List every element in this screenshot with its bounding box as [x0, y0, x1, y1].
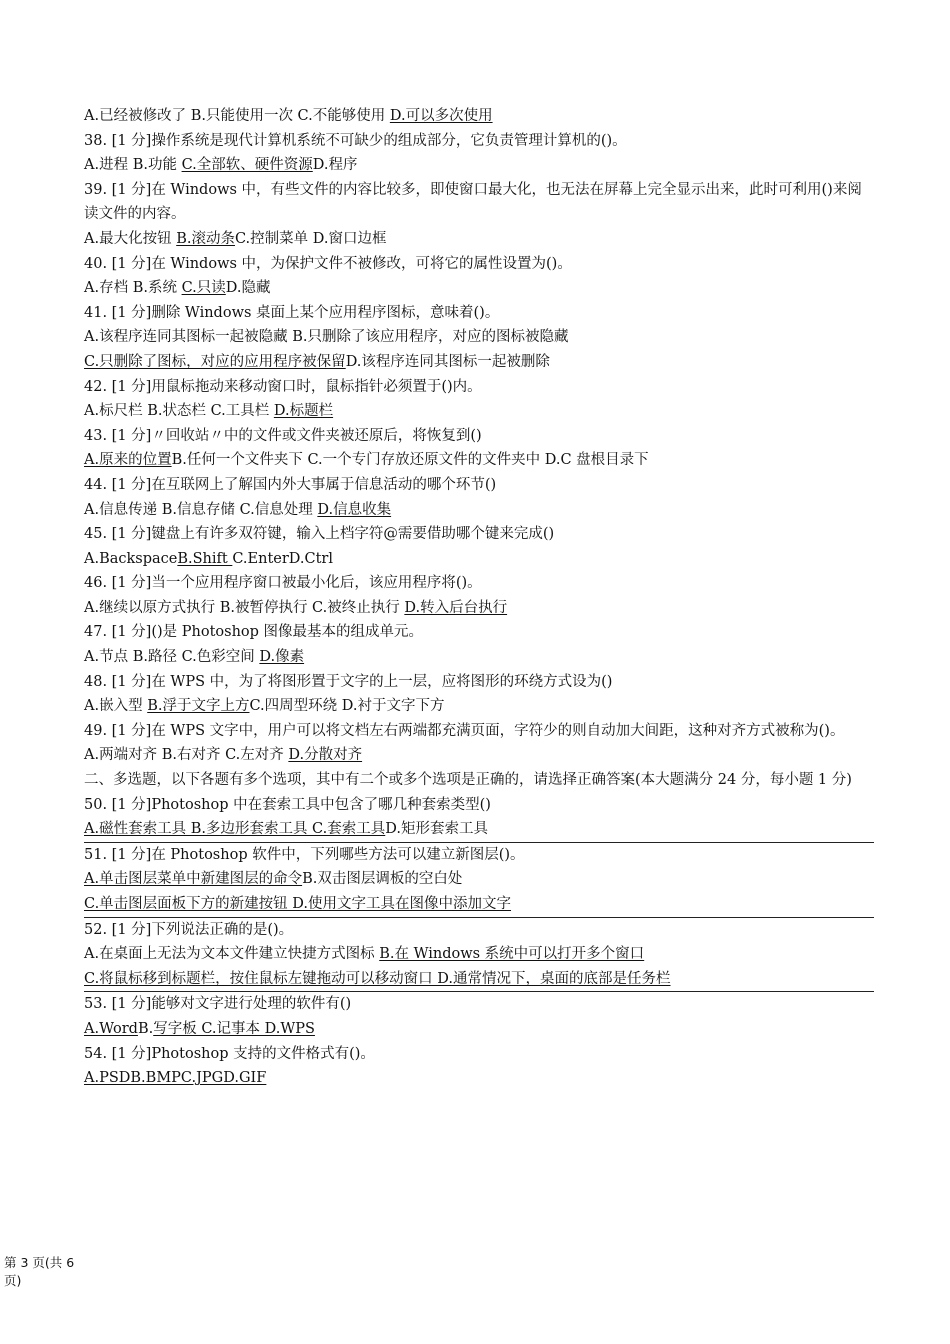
answer-text: D.标题栏: [273, 403, 334, 420]
text-line: [84, 252, 874, 277]
text-line: [84, 178, 874, 227]
line-text: 38. [1 分]操作系统是现代计算机系统不可缺少的组成部分，它负责管理计算机的()。: [84, 132, 627, 149]
text-line: [84, 227, 874, 252]
answer-text: D.信息收集: [317, 501, 392, 518]
line-text: C.EnterD.Ctrl: [232, 550, 334, 567]
text-line: [84, 817, 874, 843]
text-line: [84, 153, 874, 178]
line-text: 46. [1 分]当一个应用程序窗口被最小化后，该应用程序将()。: [84, 575, 482, 592]
text-line: [84, 424, 874, 449]
answer-text: B.在 Windows 系统中可以打开多个窗口: [379, 946, 645, 963]
answer-text: A.单击图层菜单中新建图层的命令: [84, 871, 303, 888]
line-text: B.任何一个文件夹下 C.一个专门存放还原文件的文件夹中 D.C 盘根目录下: [171, 452, 649, 469]
text-line: [84, 571, 874, 596]
line-text: 二、多选题，以下各题有多个选项，其中有二个或多个选项是正确的，请选择正确答案(本大题满分 24 分，每小题 1 分): [84, 772, 852, 789]
text-line: [84, 645, 874, 670]
answer-text: 写字板 C.记事本 D.WPS: [153, 1020, 315, 1037]
text-line: [84, 918, 874, 943]
answer-text: A.原来的位置: [84, 452, 172, 469]
text-line: [84, 719, 874, 744]
text-line: [84, 942, 874, 967]
text-line: [84, 498, 874, 523]
text-line: [84, 522, 874, 547]
text-line: [84, 892, 874, 918]
text-line: [84, 276, 874, 301]
line-text: B.双击图层调板的空白处: [302, 871, 463, 888]
text-line: [84, 448, 874, 473]
line-text: C.控制菜单 D.窗口边框: [234, 230, 387, 247]
text-line: [84, 129, 874, 154]
text-line: [84, 104, 874, 129]
answer-text: C.单击图层面板下方的新建按钮 D.使用文字工具在图像中添加文字: [84, 896, 512, 912]
line-text: A.继续以原方式执行 B.被暂停执行 C.被终止执行: [84, 599, 405, 616]
text-line: [84, 473, 874, 498]
line-text: A.已经被修改了 B.只能使用一次 C.不能够使用: [84, 108, 390, 124]
text-line: [84, 694, 874, 719]
answer-text: A.Word: [84, 1020, 138, 1037]
line-text: A.进程 B.功能: [84, 157, 182, 174]
answer-text: B.滚动条: [176, 230, 235, 247]
line-text: 50. [1 分]Photoshop 中在套索工具中包含了哪几种套索类型(): [84, 796, 491, 813]
text-line: [84, 793, 874, 818]
text-line: [84, 547, 874, 572]
answer-text: C.只读: [181, 280, 226, 297]
answer-text: B.Shift: [177, 550, 233, 567]
text-line: [84, 301, 874, 326]
text-line: [84, 325, 874, 350]
line-text: 41. [1 分]删除 Windows 桌面上某个应用程序图标，意味着()。: [84, 304, 500, 321]
line-text: 54. [1 分]Photoshop 支持的文件格式有()。: [84, 1045, 375, 1062]
line-text: 49. [1 分]在 WPS 文字中，用户可以将文档左右两端都充满页面，字符少的则自动加大间距，这种对齐方式被称为()。: [84, 722, 845, 739]
answer-text: D.可以多次使用: [389, 108, 493, 124]
text-line: [84, 967, 874, 993]
answer-text: D.像素: [259, 649, 305, 666]
text-line: [84, 399, 874, 424]
line-text: B.: [137, 1020, 154, 1037]
line-text: A.最大化按钮: [84, 230, 177, 247]
line-text: 53. [1 分]能够对文字进行处理的软件有(): [84, 996, 352, 1013]
text-line: [84, 620, 874, 645]
answer-text: B.浮于文字上方: [147, 698, 250, 715]
line-text: A.在桌面上无法为文本文件建立快捷方式图标: [84, 946, 380, 963]
line-text: A.标尺栏 B.状态栏 C.工具栏: [84, 403, 274, 420]
line-text: D.程序: [312, 157, 358, 174]
text-line: [84, 1017, 874, 1042]
line-text: 40. [1 分]在 Windows 中，为保护文件不被修改，可将它的属性设置为()。: [84, 255, 572, 272]
text-line: [84, 867, 874, 892]
text-line: [84, 596, 874, 621]
answer-text: D.转入后台执行: [404, 599, 508, 616]
line-text: 51. [1 分]在 Photoshop 软件中，下列哪些方法可以建立新图层()。: [84, 846, 525, 863]
answer-text: C.全部软、硬件资源: [181, 157, 313, 174]
text-line: [84, 768, 874, 793]
line-text: 44. [1 分]在互联网上了解国内外大事属于信息活动的哪个环节(): [84, 476, 497, 493]
answer-text: C.只删除了图标，对应的应用程序被保留: [84, 353, 346, 370]
line-text: A.存档 B.系统: [84, 280, 182, 297]
answer-text: C.将鼠标移到标题栏，按住鼠标左键拖动可以移动窗口 D.通常情况下，桌面的底部是任务栏: [84, 970, 671, 987]
text-line: [84, 843, 874, 868]
line-text: A.嵌入型: [84, 698, 148, 715]
line-text: A.Backspace: [84, 550, 178, 567]
text-line: [84, 743, 874, 768]
text-line: [84, 350, 874, 375]
text-line: [84, 670, 874, 695]
document-page: [84, 104, 874, 1091]
answer-text: A.磁性套索工具 B.多边形套索工具 C.套索工具: [84, 821, 386, 838]
text-line: [84, 1042, 874, 1067]
line-text: D.该程序连同其图标一起被删除: [345, 353, 550, 370]
line-text: D.隐藏: [225, 280, 271, 297]
line-text: 48. [1 分]在 WPS 中，为了将图形置于文字的上一层，应将图形的环绕方式设为(): [84, 673, 613, 690]
line-text: C.四周型环绕 D.衬于文字下方: [249, 698, 445, 715]
line-text: 39. [1 分]在 Windows 中，有些文件的内容比较多，即使窗口最大化，也无法在屏幕上完全显示出来，此时可利用()来阅读文件的内容。: [84, 181, 862, 223]
line-text: 42. [1 分]用鼠标拖动来移动窗口时，鼠标指针必须置于()内。: [84, 378, 482, 395]
line-text: 45. [1 分]键盘上有许多双符键，输入上档字符@需要借助哪个键来完成(): [84, 526, 555, 543]
text-line: [84, 375, 874, 400]
line-text: D.矩形套索工具: [385, 821, 488, 838]
text-line: [84, 1066, 874, 1091]
line-text: A.两端对齐 B.右对齐 C.左对齐: [84, 747, 289, 764]
line-text: A.信息传递 B.信息存储 C.信息处理: [84, 501, 318, 518]
line-text: A.节点 B.路径 C.色彩空间: [84, 649, 260, 666]
text-line: [84, 992, 874, 1017]
line-text: 52. [1 分]下列说法正确的是()。: [84, 921, 294, 938]
page-footer: 第 3 页(共 6 页): [4, 1255, 75, 1288]
line-text: 43. [1 分]〃回收站〃中的文件或文件夹被还原后，将恢复到(): [84, 427, 482, 444]
line-text: A.该程序连同其图标一起被隐藏 B.只删除了该应用程序，对应的图标被隐藏: [84, 329, 569, 346]
line-text: 47. [1 分]()是 Photoshop 图像最基本的组成单元。: [84, 624, 424, 641]
answer-text: A.PSDB.BMPC.JPGD.GIF: [84, 1070, 267, 1087]
answer-text: D.分散对齐: [288, 747, 363, 764]
